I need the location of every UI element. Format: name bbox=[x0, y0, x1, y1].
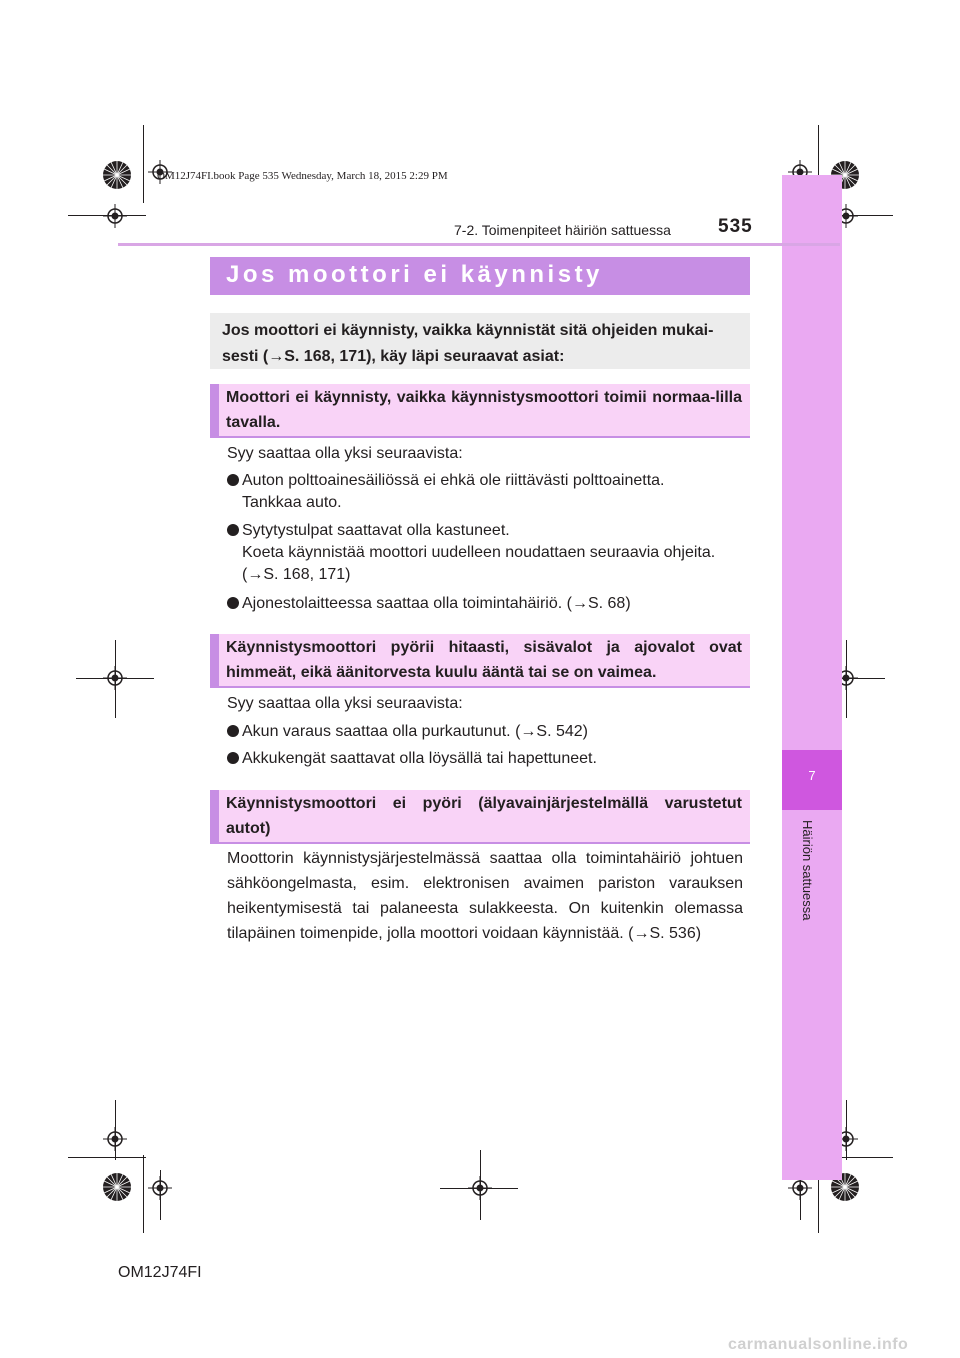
book-info: OM12J74FI.book Page 535 Wednesday, March 18, 2015 2:29 PM bbox=[157, 170, 448, 182]
list-item-text: Koeta käynnistää moottori uudelleen noudattaen seuraavia ohjeita. bbox=[242, 544, 716, 561]
page-title: Jos moottori ei käynnisty bbox=[226, 261, 603, 288]
crop-mark bbox=[115, 1100, 116, 1160]
intro-box bbox=[210, 313, 750, 369]
section-heading: Käynnistysmoottori pyörii hitaasti, sisävalot ja ajovalot ovat himmeät, eikä äänitorvesta kuulu ääntä tai se on vaimea. bbox=[226, 639, 742, 681]
crop-mark bbox=[115, 640, 116, 718]
bullet-icon bbox=[227, 597, 239, 609]
crop-mark bbox=[846, 1100, 847, 1160]
list-item-text: (→S. 168, 171) bbox=[242, 566, 351, 583]
list-item-text: Tankkaa auto. bbox=[242, 494, 342, 511]
crop-mark bbox=[160, 1170, 161, 1220]
crop-mark bbox=[143, 125, 144, 203]
section-heading-box bbox=[210, 790, 750, 844]
crop-mark bbox=[440, 1188, 518, 1189]
list-item-text: Ajonestolaitteessa saattaa olla toimintahäiriö. (→S. 68) bbox=[242, 595, 631, 612]
watermark: carmanualsonline.info bbox=[728, 1336, 909, 1353]
section-lead: Syy saattaa olla yksi seuraavista: bbox=[227, 695, 463, 712]
section-header: 7-2. Toimenpiteet häiriön sattuessa bbox=[454, 222, 671, 238]
crop-mark bbox=[76, 678, 154, 679]
bullet-icon bbox=[227, 725, 239, 737]
bullet-icon bbox=[227, 524, 239, 536]
chapter-number: 7 bbox=[808, 768, 816, 783]
section-heading-box bbox=[210, 384, 750, 438]
crop-mark bbox=[68, 1157, 146, 1158]
registration-mark-icon bbox=[103, 204, 127, 228]
section-heading-box bbox=[210, 634, 750, 688]
list-item-text: Sytytystulpat saattavat olla kastuneet. bbox=[242, 522, 510, 539]
header-rule bbox=[118, 243, 840, 246]
list-item-text: Akun varaus saattaa olla purkautunut. (→S. 542) bbox=[242, 723, 588, 740]
crop-mark bbox=[143, 1155, 144, 1233]
section-lead: Syy saattaa olla yksi seuraavista: bbox=[227, 445, 463, 462]
chapter-side-tab bbox=[782, 175, 842, 1180]
section-heading: Käynnistysmoottori ei pyöri (älyavainjärjestelmällä varustetut autot) bbox=[226, 795, 742, 837]
list-item-text: Akkukengät saattavat olla löysällä tai hapettuneet. bbox=[242, 750, 597, 767]
crop-mark bbox=[846, 640, 847, 718]
page-number: 535 bbox=[718, 216, 753, 237]
page-title-bar bbox=[210, 257, 750, 295]
bullet-icon bbox=[227, 474, 239, 486]
crop-mark bbox=[480, 1150, 481, 1220]
chapter-title: Häiriön sattuessa bbox=[800, 820, 815, 921]
footer-code: OM12J74FI bbox=[118, 1264, 202, 1281]
section-heading: Moottori ei käynnisty, vaikka käynnistysmoottori toimii normaa-lilla tavalla. bbox=[226, 389, 742, 431]
bullet-icon bbox=[227, 752, 239, 764]
intro-text: Jos moottori ei käynnisty, vaikka käynnistät sitä ohjeiden mukai-sesti (→S. 168, 171), käy läpi seuraavat asiat: bbox=[222, 322, 714, 365]
sunburst-mark-icon bbox=[102, 1172, 132, 1202]
sunburst-mark-icon bbox=[102, 160, 132, 190]
section-paragraph: Moottorin käynnistysjärjestelmässä saattaa olla toimintahäiriö johtuen sähköongelmasta, esim. elektronisen avaimen pariston varauksen heikentymisestä tai palaneesta sulakkeesta. On kuitenkin olemassa tilapäinen toimenpide, jolla moottori voidaan käynnistää. (→S. 536) bbox=[227, 850, 743, 942]
list-item-text: Auton polttoainesäiliössä ei ehkä ole riittävästi polttoainetta. bbox=[242, 472, 665, 489]
